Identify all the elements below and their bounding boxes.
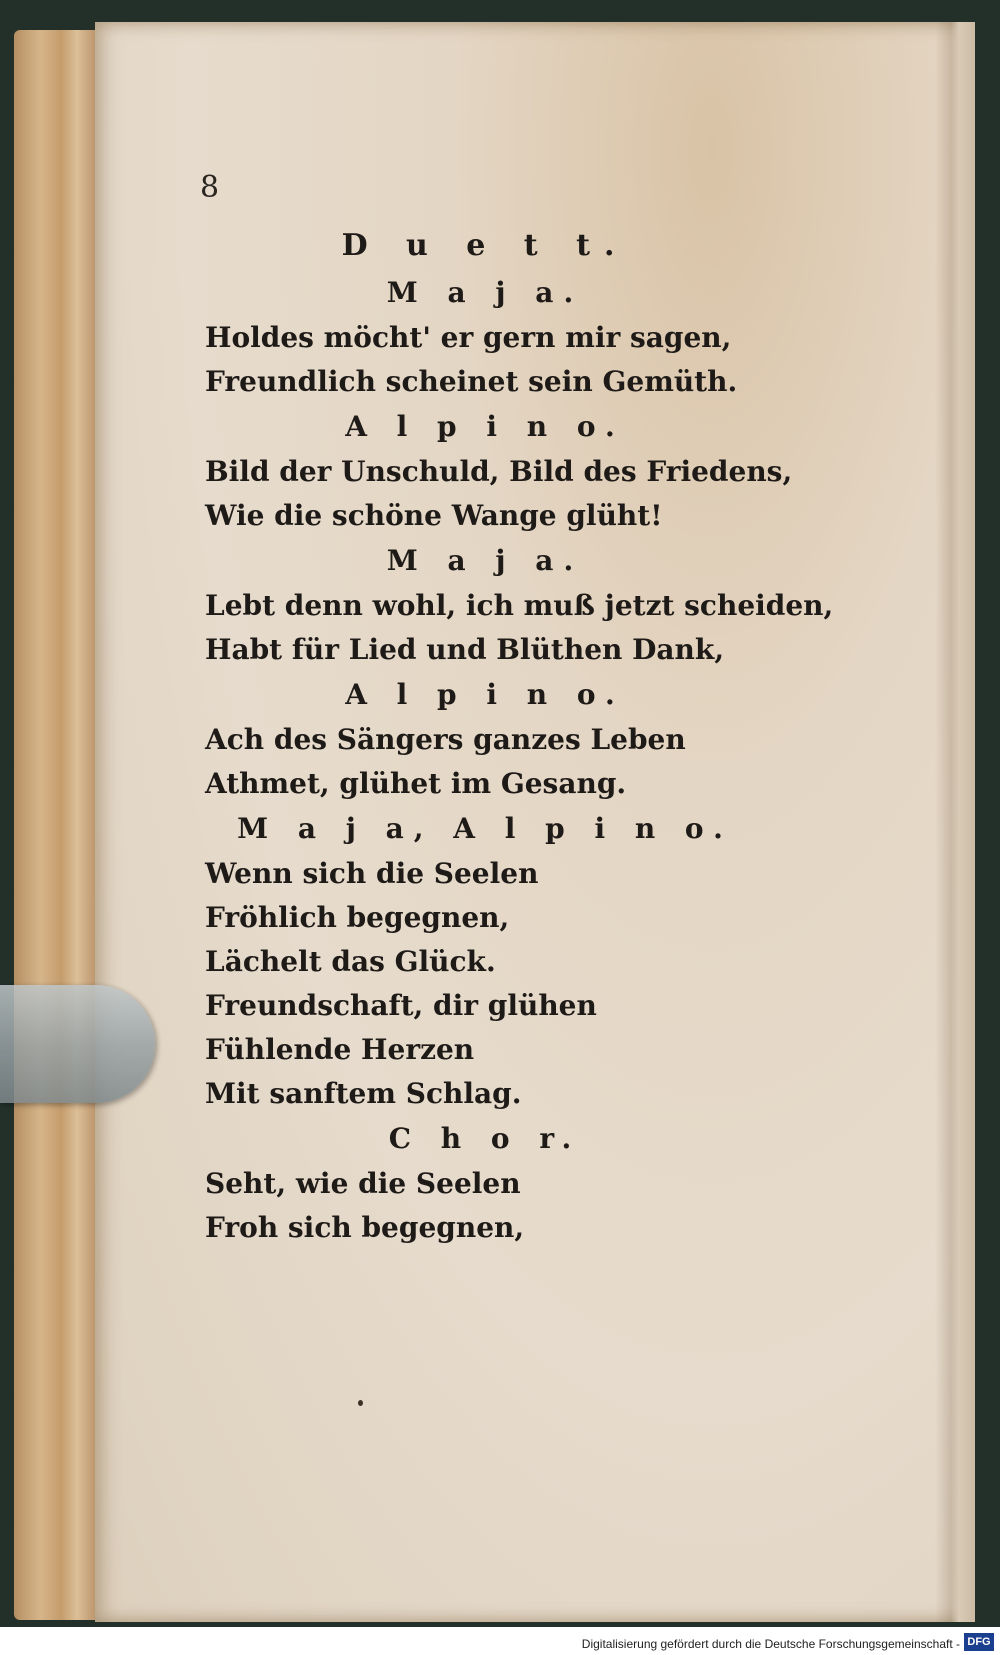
verse-line: Seht, wie die Seelen: [205, 1167, 521, 1200]
page-title: D u e t t.: [341, 228, 629, 263]
verse-line: Froh sich begegnen,: [205, 1211, 525, 1244]
verse-line: Habt für Lied und Blüthen Dank,: [205, 633, 725, 666]
verse-line: Holdes möcht' er gern mir sagen,: [205, 321, 732, 354]
text-block: [205, 222, 834, 1250]
ink-speck: [358, 1400, 363, 1406]
verse-line: Ach des Sängers ganzes Leben: [205, 723, 686, 756]
bookmark-clip: [0, 985, 155, 1103]
dfg-logo: DFG: [964, 1633, 994, 1651]
page-fold: [935, 22, 975, 1622]
verse-line: Bild der Unschuld, Bild des Friedens,: [205, 455, 793, 488]
verse-line: Fröhlich begegnen,: [205, 901, 510, 934]
verse-line: Freundlich scheinet sein Gemüth.: [205, 365, 738, 398]
speaker-label: A l p i n o.: [345, 410, 625, 443]
verse-line: Athmet, glühet im Gesang.: [205, 767, 627, 800]
verse-line: Fühlende Herzen: [205, 1033, 475, 1066]
verse-line: Freundschaft, dir glühen: [205, 989, 597, 1022]
verse-line: Wenn sich die Seelen: [205, 857, 539, 890]
speaker-label: C h o r.: [388, 1122, 582, 1155]
verse-line: Lebt denn wohl, ich muß jetzt scheiden,: [205, 589, 834, 622]
footer-credit: Digitalisierung gefördert durch die Deutsche Forschungsgemeinschaft -: [581, 1637, 960, 1651]
footer-bar: [0, 1627, 1000, 1655]
speaker-label: A l p i n o.: [345, 678, 625, 711]
verse-line: Lächelt das Glück.: [205, 945, 496, 978]
page-number: 8: [200, 170, 220, 205]
verse-line: Mit sanftem Schlag.: [205, 1077, 522, 1110]
speaker-label: M a j a, A l p i n o.: [237, 812, 733, 845]
speaker-label: M a j a.: [386, 544, 584, 577]
verse-line: Wie die schöne Wange glüht!: [205, 499, 663, 532]
speaker-label: M a j a.: [386, 276, 584, 309]
